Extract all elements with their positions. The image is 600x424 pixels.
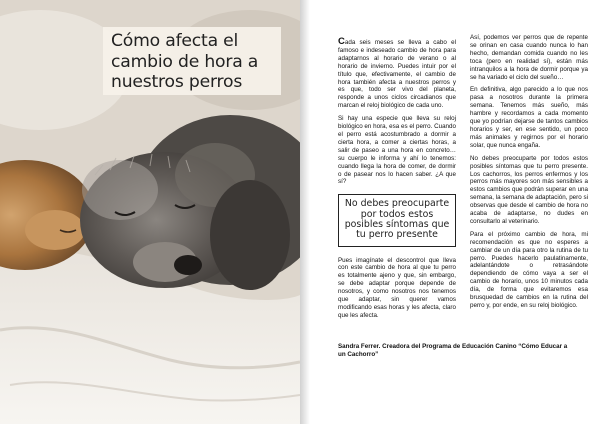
author-credit: Sandra Ferrer. Creadora del Programa de Educación Canino “Cómo Educar a un Cachorro” bbox=[338, 343, 568, 358]
drop-cap: C bbox=[338, 36, 345, 47]
paragraph: No debes preocuparte por todos estos posibles síntomas que tu perro presente. Los cachorros, los perros enfermos y los perros más mayores son más sensibles a estos cambios que podrán superar en una semana, la semana de adaptación, pero si observas que desde el cambio de hora no acaba de adaptarse, no dudes en consultarlo al veterinario. bbox=[470, 154, 588, 225]
text-column-right bbox=[470, 34, 588, 315]
paragraph-text: ada seis meses se lleva a cabo el famoso e indeseado cambio de hora para adaptarnos al horario de verano o al horario de invierno. Puedes intuir por el título que, efectivamente, el cambio de hora también afecta a nuestros perros y es que, todo ser vivo del planeta, responde a unos ciclos circadianos que marcan el reloj biológico de cada uno. bbox=[338, 39, 456, 110]
pull-quote: No debes preocuparte por todos estos posibles síntomas que tu perro presente bbox=[338, 194, 456, 246]
article-title: Cómo afecta el cambio de hora a nuestros perros bbox=[111, 31, 259, 92]
paragraph: Así, podemos ver perros que de repente se orinan en casa cuando nunca lo han hecho, demandan comida cuando no les toca (pero en realidad sí), están más intranquilos a la hora de dormir porque ya se ha variado el ciclo del sueño… bbox=[470, 34, 588, 81]
paragraph: Para el próximo cambio de hora, mi recomendación es que no esperes a cambiar de un día para otro la rutina de tu perro. Puedes hacerlo paulatinamente, adelantándote o retrasándote dependiendo de cómo vaya a ser el cambio de horario, unos 10 minutos cada día, de forma que evitaremos esa brusquedad de cambios en la rutina del perro y, por ende, en su reloj biológico. bbox=[470, 230, 588, 309]
title-box bbox=[103, 27, 281, 95]
paragraph bbox=[338, 38, 456, 110]
paragraph: Pues imagínate el descontrol que lleva con este cambio de hora al que tu perro es totalmente ajeno y que, sin embargo, se debe adaptar porque depende de nosotros, y como nosotros nos tenemos que adaptar, sin querer vamos modificando esas horas y les afecta, claro que les afecta. bbox=[338, 256, 456, 319]
text-column-left bbox=[338, 38, 456, 325]
paragraph: Si hay una especie que lleva su reloj biológico en hora, esa es el perro. Cuando el perro está acostumbrado a dormir a cierta hora, a comer a ciertas horas, a salir de paseo a una hora en concreto… su cuerpo le informa y ahí lo tenemos: cuando llega la hora de comer, de dormir o de pasear nos lo hacen saber. ¿A que sí? bbox=[338, 115, 456, 186]
paragraph: En definitiva, algo parecido a lo que nos pasa a nosotros durante la primera semana. Tenemos más sueño, más hambre y recordamos a cada momento que yo podrían dejarse de tantos cambios horarios y ser, en ese sentido, un poco más animales y regirnos por el horario solar, que nunca engaña. bbox=[470, 86, 588, 149]
